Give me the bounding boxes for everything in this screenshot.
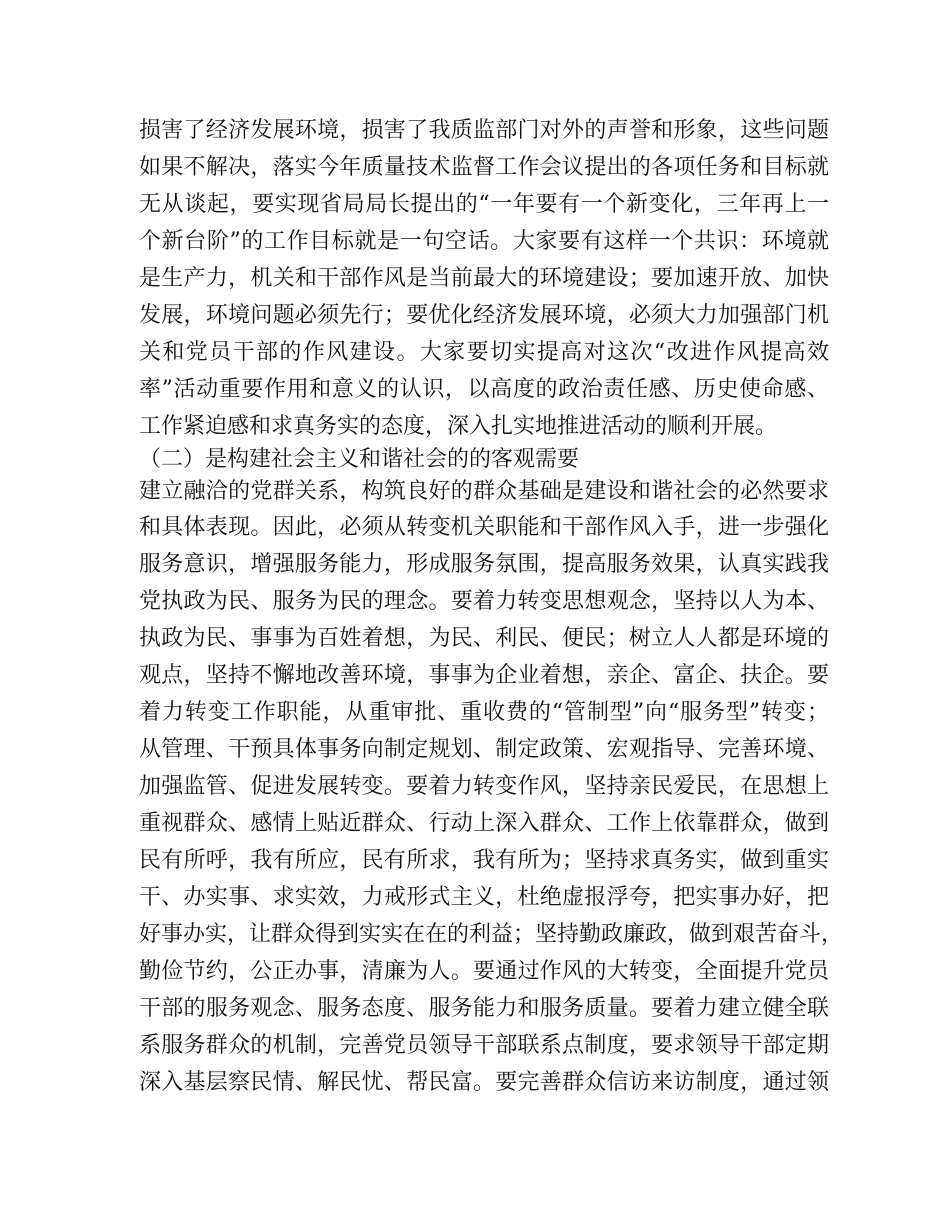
body-text-line: 系服务群众的机制，完善党员领导干部联系点制度，要求领导干部定期 xyxy=(139,1033,829,1058)
body-text-line: 勤俭节约，公正办事，清廉为人。要通过作风的大转变，全面提升党员 xyxy=(139,959,829,984)
body-text-line: 重视群众、感情上贴近群众、行动上深入群众、工作上依靠群众，做到 xyxy=(139,811,829,836)
body-text-line: 干部的服务观念、服务态度、服务能力和服务质量。要着力建立健全联 xyxy=(139,996,829,1021)
body-text-line: 个新台阶”的工作目标就是一句空话。大家要有这样一个共识：环境就 xyxy=(139,229,829,254)
body-text-line: 观点，坚持不懈地改善环境，事事为企业着想，亲企、富企、扶企。要 xyxy=(139,663,829,688)
body-text-line: 建立融洽的党群关系，构筑良好的群众基础是建设和谐社会的必然要求 xyxy=(139,479,829,504)
body-text-line: 执政为民、事事为百姓着想，为民、利民、便民；树立人人都是环境的 xyxy=(139,626,829,651)
body-text-line: 好事办实，让群众得到实实在在的利益；坚持勤政廉政，做到艰苦奋斗， xyxy=(139,922,844,947)
body-text-line: 损害了经济发展环境，损害了我质监部门对外的声誉和形象，这些问题 xyxy=(139,118,829,143)
document-body xyxy=(139,112,844,1101)
section-heading: （二）是构建社会主义和谐社会的的客观需要 xyxy=(139,447,580,472)
body-text-line: 深入基层察民情、解民忧、帮民富。要完善群众信访来访制度，通过领 xyxy=(139,1070,829,1095)
body-text-line: 干、办实事、求实效，力戒形式主义，杜绝虚报浮夸，把实事办好，把 xyxy=(139,885,829,910)
body-text-line: 加强监管、促进发展转变。要着力转变作风，坚持亲民爱民，在思想上 xyxy=(139,774,829,799)
body-text-line: 党执政为民、服务为民的理念。要着力转变思想观念，坚持以人为本、 xyxy=(139,589,829,614)
body-text-line: 发展，环境问题必须先行；要优化经济发展环境，必须大力加强部门机 xyxy=(139,303,829,328)
body-text-line: 民有所呼，我有所应，民有所求，我有所为；坚持求真务实，做到重实 xyxy=(139,848,829,873)
body-text-line: 率”活动重要作用和意义的认识，以高度的政治责任感、历史使命感、 xyxy=(139,377,829,402)
body-text-line: 和具体表现。因此，必须从转变机关职能和干部作风入手，进一步强化 xyxy=(139,515,829,540)
body-text-line: 从管理、干预具体事务向制定规划、制定政策、宏观指导、完善环境、 xyxy=(139,737,829,762)
body-text-line: 是生产力，机关和干部作风是当前最大的环境建设；要加速开放、加快 xyxy=(139,266,829,291)
body-text-line: 服务意识，增强服务能力，形成服务氛围，提高服务效果，认真实践我 xyxy=(139,552,829,577)
body-text-line: 如果不解决，落实今年质量技术监督工作会议提出的各项任务和目标就 xyxy=(139,155,829,180)
body-text-line: 关和党员干部的作风建设。大家要切实提高对这次“改进作风提高效 xyxy=(139,340,829,365)
body-text-line: 工作紧迫感和求真务实的态度，深入扎实地推进活动的顺利开展。 xyxy=(139,414,778,439)
body-text-line: 无从谈起，要实现省局局长提出的“一年要有一个新变化，三年再上一 xyxy=(139,192,829,217)
body-text-line: 着力转变工作职能，从重审批、重收费的“管制型”向“服务型”转变； xyxy=(139,700,829,725)
